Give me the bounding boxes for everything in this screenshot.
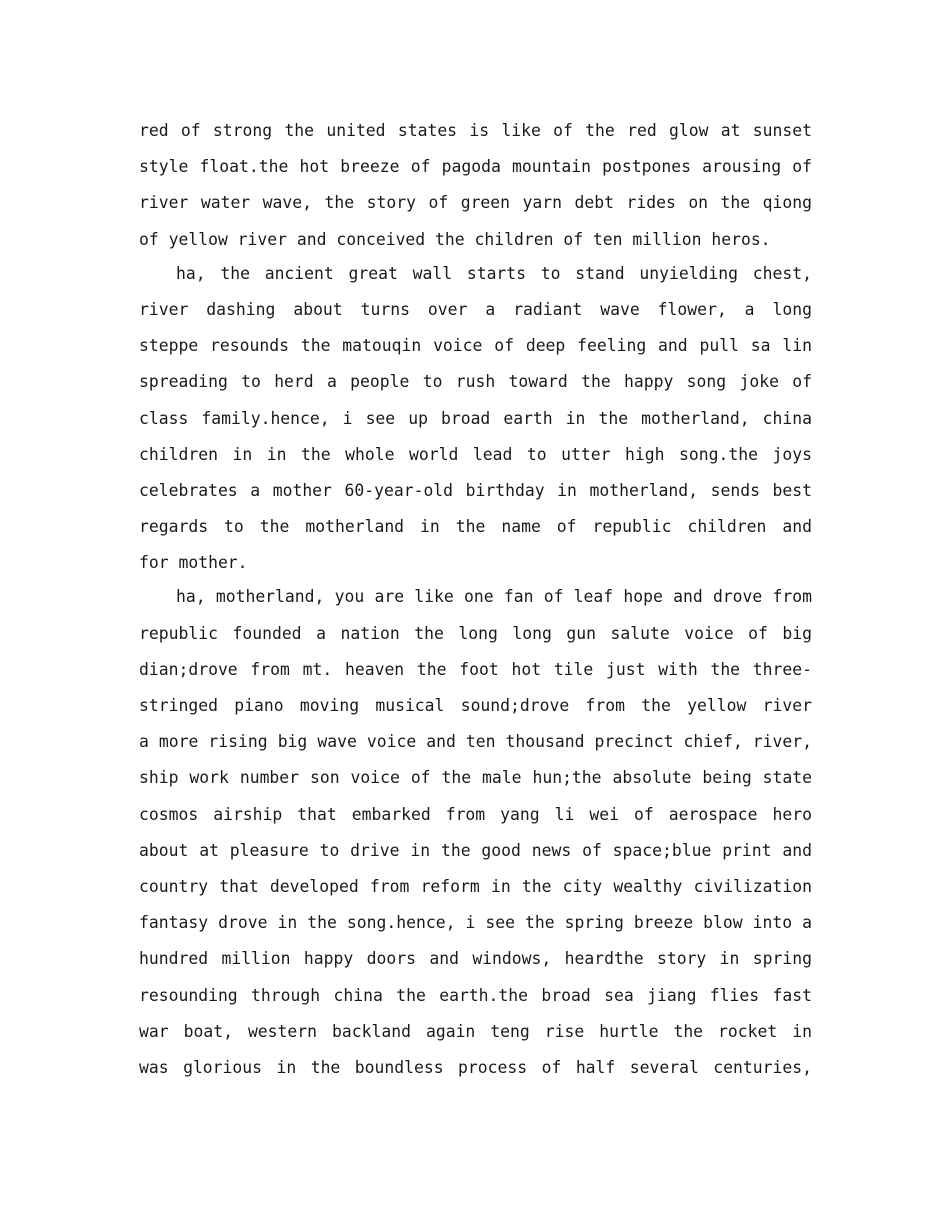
text-line: celebrates a mother 60-year-old birthday in motherland, sends best: [139, 480, 812, 500]
text-line: steppe resounds the matouqin voice of deep feeling and pull sa lin: [139, 336, 812, 356]
text-line: red of strong the united states is like of the red glow at sunset: [139, 121, 812, 140]
text-line: river water wave, the story of green yarn debt rides on the qiong: [139, 193, 812, 213]
text-line: dian;drove from mt. heaven the foot hot tile just with the three-: [139, 659, 812, 679]
text-line: ha, the ancient great wall starts to stand unyielding chest,: [176, 263, 812, 283]
paragraph-3: [139, 579, 812, 1086]
text-line: ship work number son voice of the male hun;the absolute being state: [139, 768, 812, 788]
text-line: for mother.: [139, 553, 248, 573]
text-line: children in in the whole world lead to utter high song.the joys: [139, 444, 812, 464]
text-line: a more rising big wave voice and ten thousand precinct chief, river,: [139, 732, 812, 752]
text-line: spreading to herd a people to rush toward the happy song joke of: [139, 372, 812, 392]
text-line: was glorious in the boundless process of half several centuries,: [139, 1057, 812, 1077]
text-line: about at pleasure to drive in the good news of space;blue print and: [139, 840, 812, 860]
paragraph-2: [139, 256, 812, 582]
text-line: class family.hence, i see up broad earth in the motherland, china: [139, 408, 812, 428]
text-line: war boat, western backland again teng rise hurtle the rocket in: [139, 1021, 812, 1041]
text-line: stringed piano moving musical sound;drove from the yellow river: [139, 696, 812, 715]
text-line: style float.the hot breeze of pagoda mountain postpones arousing of: [139, 157, 812, 177]
text-line: river dashing about turns over a radiant wave flower, a long: [139, 299, 812, 319]
text-line: of yellow river and conceived the children of ten million heros.: [139, 229, 771, 249]
text-line: ha, motherland, you are like one fan of leaf hope and drove from: [176, 587, 812, 607]
text-line: cosmos airship that embarked from yang li wei of aerospace hero: [139, 804, 812, 824]
text-line: hundred million happy doors and windows, heardthe story in spring: [139, 949, 812, 969]
text-line: resounding through china the earth.the broad sea jiang flies fast: [139, 985, 812, 1005]
text-line: fantasy drove in the song.hence, i see the spring breeze blow into a: [139, 913, 812, 933]
text-line: country that developed from reform in the city wealthy civilization: [139, 876, 812, 896]
text-line: regards to the motherland in the name of republic children and: [139, 517, 812, 537]
paragraph-1: [139, 113, 812, 258]
text-line: republic founded a nation the long long gun salute voice of big: [139, 623, 812, 643]
document-body: [139, 113, 812, 1086]
